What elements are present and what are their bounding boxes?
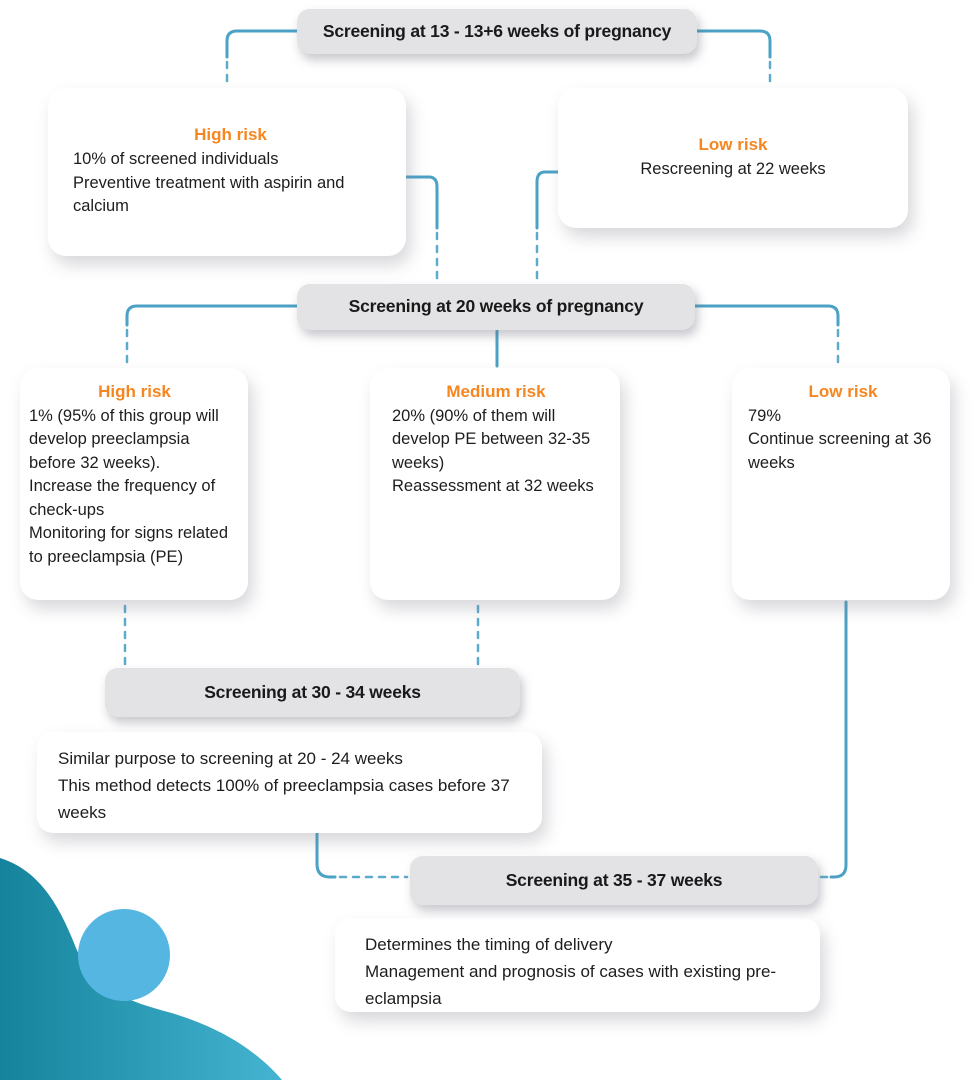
stage1-high-risk-card xyxy=(48,88,406,256)
connector-h1-right-solid xyxy=(697,31,770,57)
header-label: Screening at 13 - 13+6 weeks of pregnancy xyxy=(322,20,672,41)
risk-text-line: Increase the frequency of check-ups xyxy=(29,477,216,519)
risk-title: Medium risk xyxy=(446,382,546,401)
risk-title: High risk xyxy=(98,382,171,401)
risk-text-line: Preventive treatment with aspirin and calcium xyxy=(73,173,345,216)
header-screening-30-34-weeks xyxy=(105,667,520,717)
connector-s2low-to-h4-solid xyxy=(831,602,846,877)
risk-text-line: Continue screening at 36 weeks xyxy=(748,430,932,472)
stage4-note-card xyxy=(335,918,820,1012)
note-text-line: Management and prognosis of cases with existing pre-eclampsia xyxy=(365,961,777,1008)
risk-text-line: 79% xyxy=(748,407,782,425)
stage3-note-card xyxy=(37,732,542,833)
connector-h1-left-solid xyxy=(227,31,297,57)
note-text-line: This method detects 100% of preeclampsia cases before 37 weeks xyxy=(58,775,510,822)
risk-text-line: Monitoring for signs related to preeclampsia (PE) xyxy=(29,524,229,566)
risk-title: Low risk xyxy=(808,382,878,401)
note-text-line: Similar purpose to screening at 20 - 24 weeks xyxy=(58,749,403,768)
stage2-medium-risk-card xyxy=(370,368,620,600)
connector-h2-left-solid xyxy=(127,306,297,325)
connector-s1high-to-h2-solid xyxy=(406,177,437,228)
note-text-line: Determines the timing of delivery xyxy=(365,935,613,954)
risk-text-line: 10% of screened individuals xyxy=(73,150,279,169)
connector-h2-right-solid xyxy=(695,306,838,325)
connector-s1low-to-h2-solid xyxy=(537,172,558,228)
header-screening-13-weeks xyxy=(297,8,697,54)
risk-text-line: Reassessment at 32 weeks xyxy=(392,477,594,496)
risk-text-line: 1% (95% of this group will develop preeclampsia before 32 weeks). xyxy=(29,407,219,472)
header-screening-20-weeks xyxy=(297,283,695,330)
risk-text-line: Rescreening at 22 weeks xyxy=(640,159,826,178)
risk-text-line: 20% (90% of them will develop PE between 32-35 weeks) xyxy=(392,407,591,472)
connector-note3-to-h4-solid xyxy=(317,833,335,877)
stage2-low-risk-card xyxy=(732,368,950,600)
header-screening-35-37-weeks xyxy=(410,855,818,905)
header-label: Screening at 20 weeks of pregnancy xyxy=(348,296,644,316)
stage1-low-risk-card xyxy=(558,88,908,228)
stage2-high-risk-card xyxy=(20,368,248,600)
header-label: Screening at 35 - 37 weeks xyxy=(505,869,723,890)
header-label: Screening at 30 - 34 weeks xyxy=(204,681,421,702)
risk-title: Low risk xyxy=(698,134,768,154)
risk-title: High risk xyxy=(194,125,267,145)
